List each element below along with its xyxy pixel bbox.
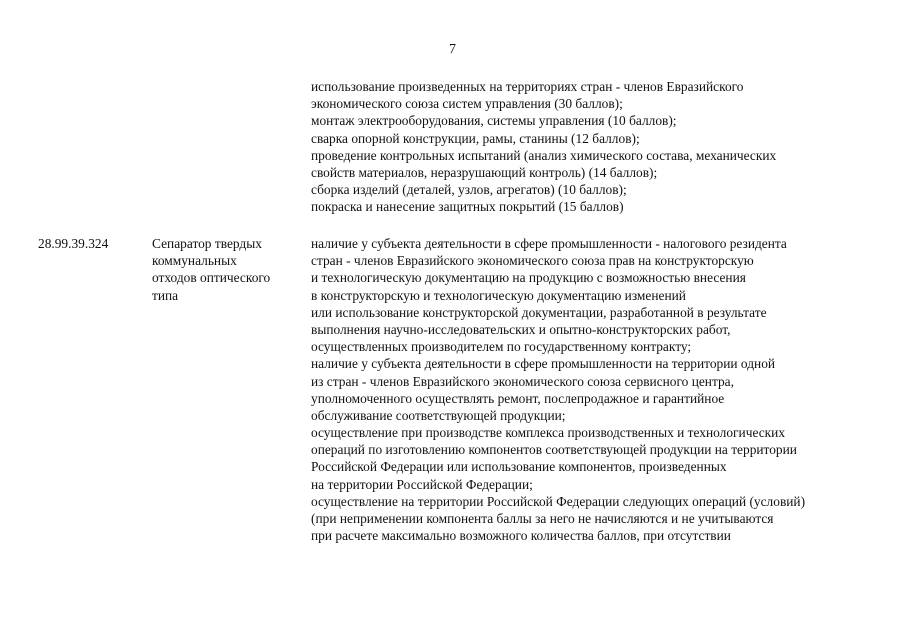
text-line: покраска и нанесение защитных покрытий (15 баллов) <box>311 199 624 215</box>
requirement-line: уполномоченного осуществлять ремонт, послепродажное и гарантийное <box>311 390 725 406</box>
requirement-line: осуществленных производителем по государственному контракту; <box>311 339 692 355</box>
product-name-line: Сепаратор твердых <box>152 236 262 251</box>
requirement-line: (при неприменении компонента баллы за него не начисляются и не учитываются <box>311 511 774 526</box>
product-name <box>152 235 270 304</box>
requirement-line: наличие у субъекта деятельности в сфере промышленности - налогового резидента <box>311 236 787 251</box>
text-line: использование произведенных на территориях стран - членов Евразийского <box>311 79 744 94</box>
continuation-text <box>311 78 776 216</box>
requirement-line: выполнения научно-исследовательских и опытно-конструкторских работ, <box>311 321 731 337</box>
requirement-line: Российской Федерации или использование компонентов, произведенных <box>311 459 727 475</box>
requirement-line: из стран - членов Евразийского экономического союза сервисного центра, <box>311 373 734 389</box>
product-name-line: отходов оптического <box>152 270 271 286</box>
text-line: проведение контрольных испытаний (анализ химического состава, механических <box>311 147 777 163</box>
requirement-line: стран - членов Евразийского экономического союза прав на конструкторскую <box>311 253 754 269</box>
requirement-line: при расчете максимально возможного количества баллов, при отсутствии <box>311 528 731 544</box>
text-line: монтаж электрооборудования, системы управления (10 баллов); <box>311 113 677 129</box>
requirements-text <box>311 235 805 544</box>
requirement-line: на территории Российской Федерации; <box>311 476 533 492</box>
requirement-line: операций по изготовлению компонентов соответствующей продукции на территории <box>311 442 797 458</box>
product-code <box>38 235 108 252</box>
page-number: 7 <box>449 42 456 57</box>
requirement-line: осуществление при производстве комплекса производственных и технологических <box>311 425 786 441</box>
text-line: сварка опорной конструкции, рамы, станины (12 баллов); <box>311 130 640 146</box>
product-name-line: коммунальных <box>152 253 237 269</box>
product-code-text: 28.99.39.324 <box>38 236 109 251</box>
text-line: экономического союза систем управления (30 баллов); <box>311 96 623 112</box>
requirement-line: осуществление на территории Российской Федерации следующих операций (условий) <box>311 493 806 509</box>
requirement-line: в конструкторскую и технологическую документацию изменений <box>311 287 686 303</box>
requirement-line: и технологическую документацию на продукцию с возможностью внесения <box>311 270 746 286</box>
requirement-line: обслуживание соответствующей продукции; <box>311 407 566 423</box>
product-name-line: типа <box>152 287 179 303</box>
text-line: свойств материалов, неразрушающий контроль) (14 баллов); <box>311 164 658 180</box>
requirement-line: или использование конструкторской документации, разработанной в результате <box>311 304 767 320</box>
text-line: сборка изделий (деталей, узлов, агрегатов) (10 баллов); <box>311 182 627 198</box>
requirement-line: наличие у субъекта деятельности в сфере промышленности на территории одной <box>311 356 776 372</box>
